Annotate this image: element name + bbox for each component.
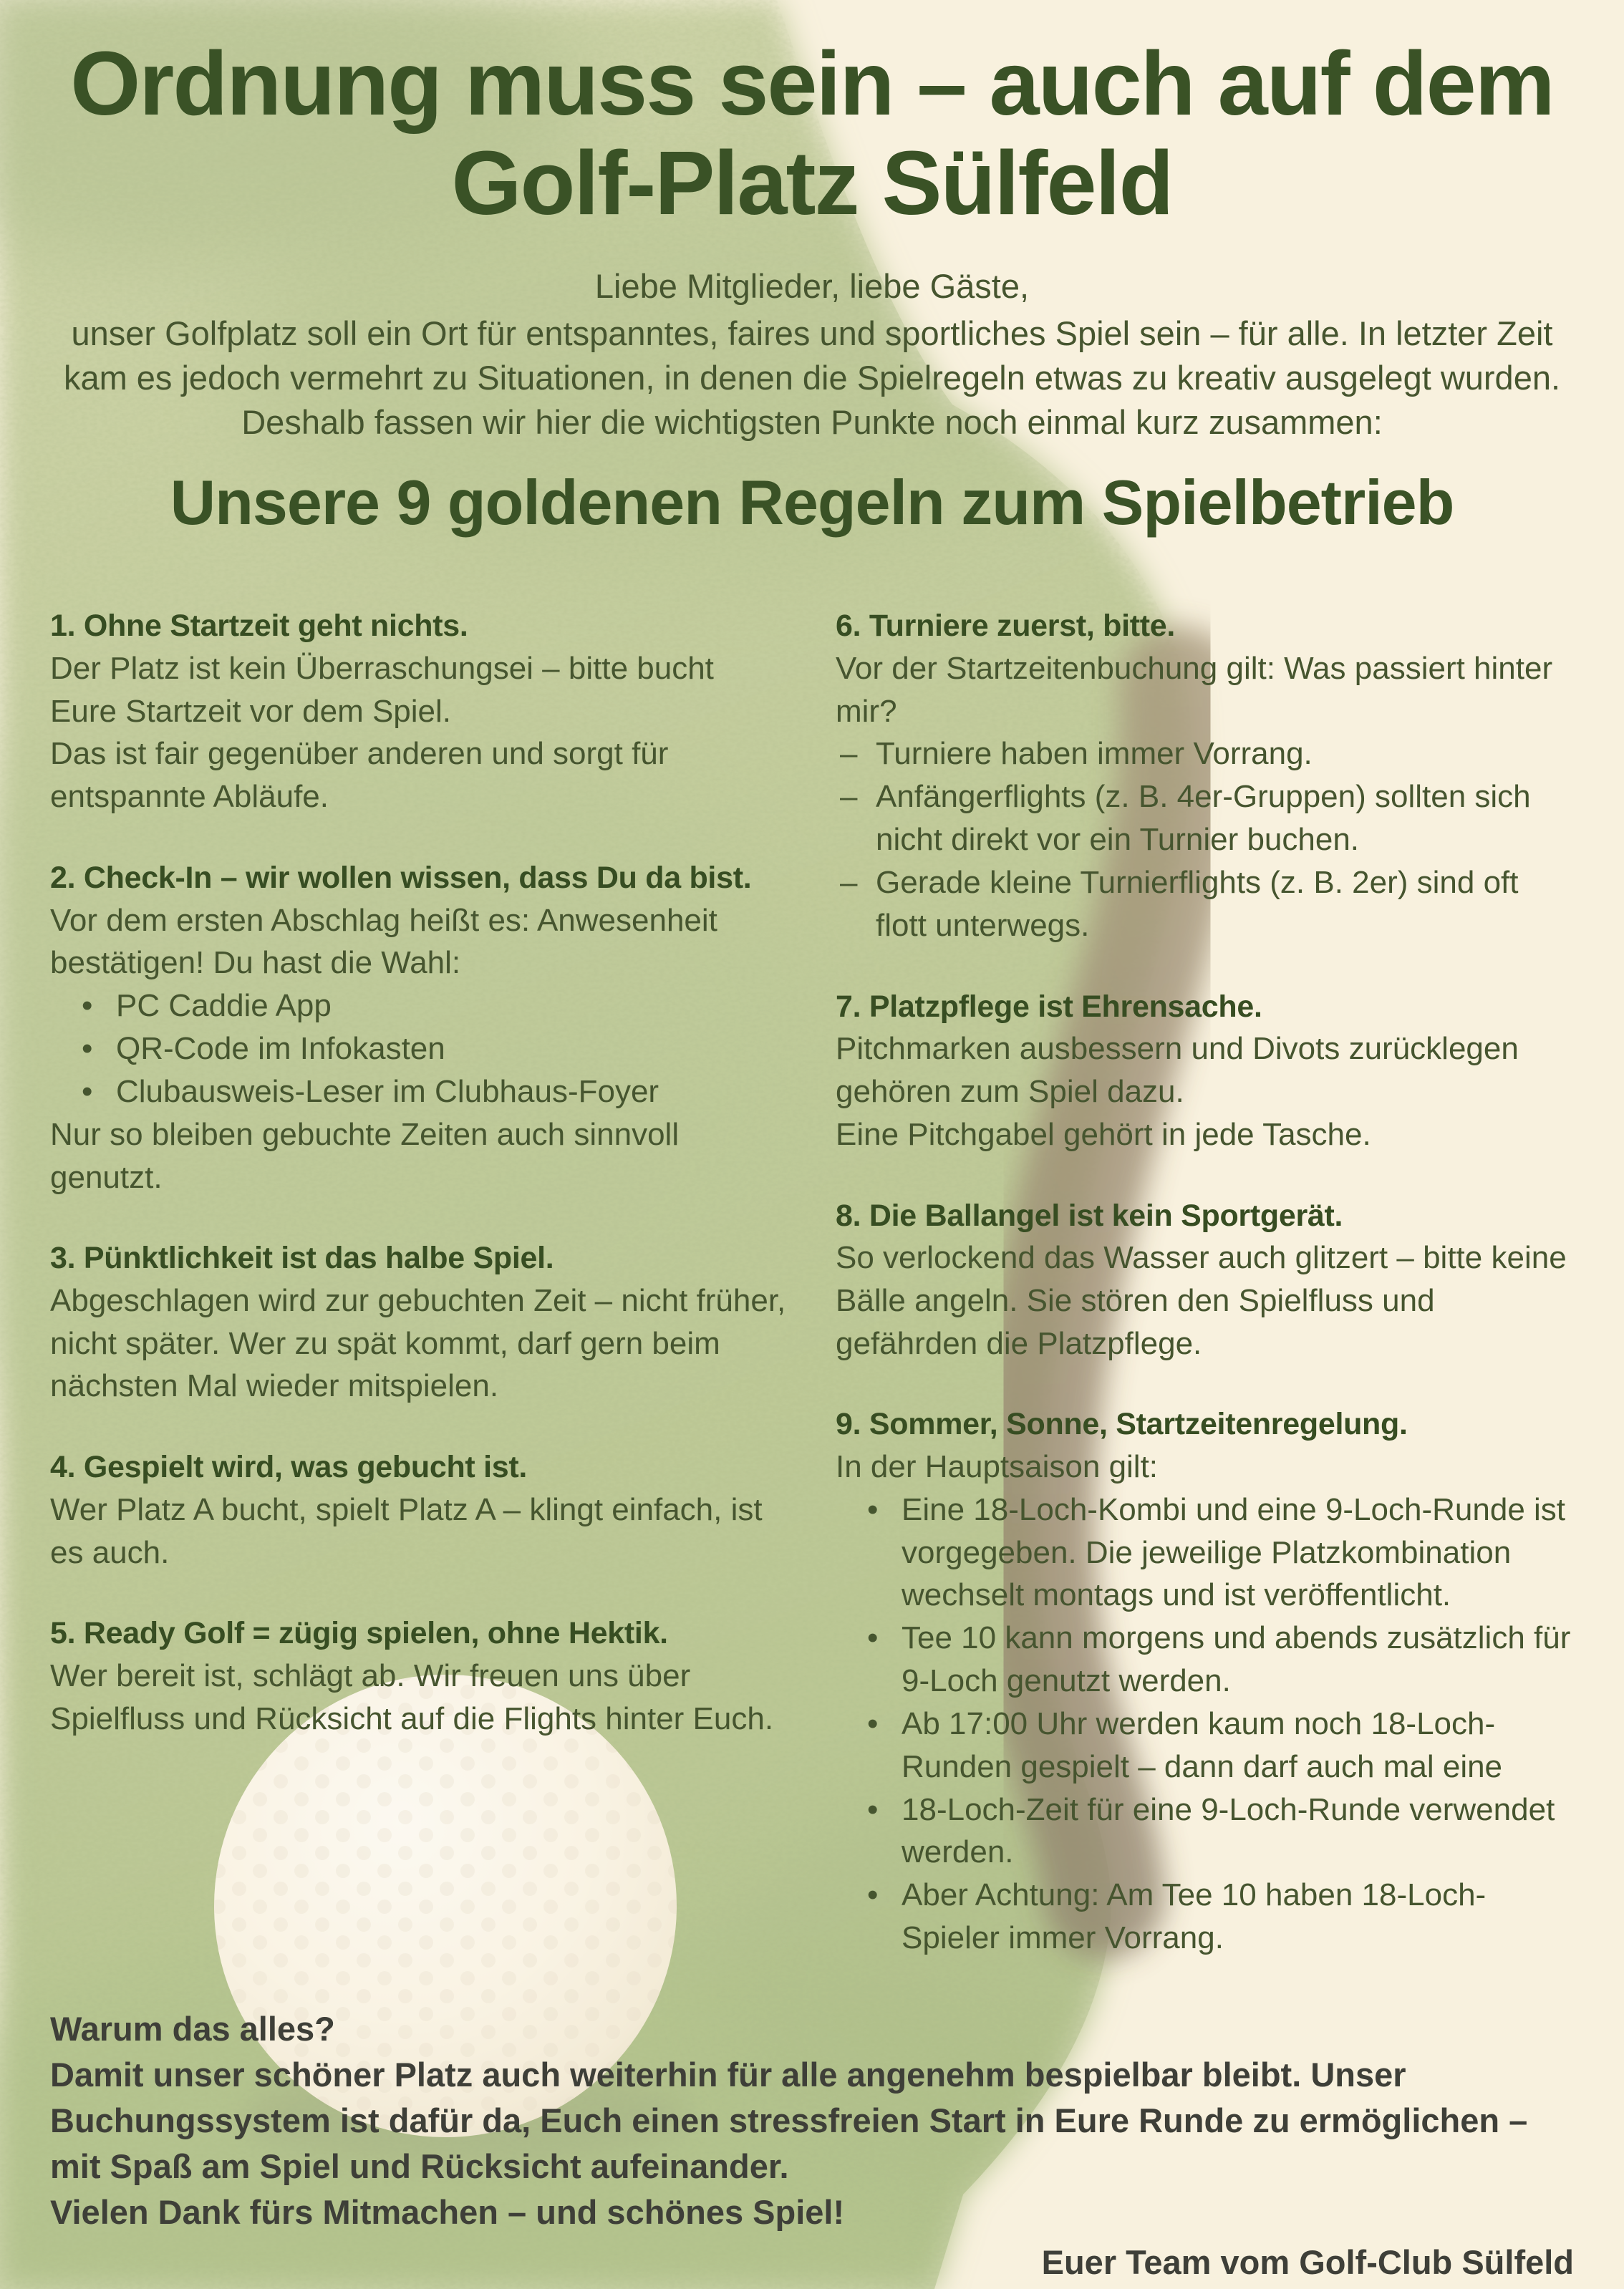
- signature: Euer Team vom Golf-Club Sülfeld: [1041, 2242, 1574, 2281]
- rule-paragraph: Der Platz ist kein Überraschungsei – bitte bucht Eure Startzeit vor dem Spiel.: [50, 650, 714, 729]
- rule-heading: 5. Ready Golf = zügig spielen, ohne Hektik.: [50, 1616, 668, 1651]
- rule-heading: 6. Turniere zuerst, bitte.: [836, 609, 1176, 644]
- bullet-marker: •: [867, 1620, 879, 1656]
- bullet-marker: •: [82, 988, 93, 1024]
- page-title: Ordnung muss sein – auch auf dem Golf-Platz Sülfeld: [70, 33, 1554, 233]
- rule-heading: 7. Platzpflege ist Ehrensache.: [836, 989, 1262, 1024]
- rule-bullet-item: [836, 732, 1574, 775]
- rule-bullet-item: [836, 1789, 1574, 1874]
- closing-body: Damit unser schöner Platz auch weiterhin für alle angenehm bespielbar bleibt. Unser Buchungssystem ist dafür da, Euch einen stressfreien Start in Eure Runde zu ermöglichen – mit Spaß am Spiel und Rücksicht aufeinander.: [50, 2055, 1528, 2185]
- rule-block: [50, 1237, 788, 1408]
- rule-heading: 9. Sommer, Sonne, Startzeitenregelung.: [836, 1407, 1408, 1442]
- rule-block: [50, 1446, 788, 1574]
- bullet-marker: •: [82, 1031, 93, 1067]
- bullet-text: PC Caddie App: [116, 988, 332, 1024]
- rules-column-right: [836, 605, 1574, 1998]
- rule-heading: 1. Ohne Startzeit geht nichts.: [50, 609, 468, 644]
- rule-bullet-item: [50, 1027, 788, 1070]
- bullet-marker: –: [840, 736, 858, 772]
- rules-columns: [50, 605, 1574, 1998]
- bullet-marker: –: [840, 779, 858, 815]
- bullet-text: 18-Loch-Zeit für eine 9-Loch-Runde verwendet werden.: [902, 1791, 1555, 1870]
- rules-heading: Unsere 9 goldenen Regeln zum Spielbetrieb: [170, 467, 1454, 538]
- rule-block: [836, 605, 1574, 947]
- rule-paragraph: Abgeschlagen wird zur gebuchten Zeit – nicht früher, nicht später. Wer zu spät kommt, darf gern beim nächsten Mal wieder mitspielen.: [50, 1282, 786, 1404]
- closing-thanks: Vielen Dank fürs Mitmachen – und schönes Spiel!: [50, 2192, 845, 2231]
- rule-paragraph: So verlockend das Wasser auch glitzert – bitte keine Bälle angeln. Sie stören den Spielfluss und gefährden die Platzpflege.: [836, 1240, 1567, 1361]
- rule-block: [836, 986, 1574, 1156]
- bullet-marker: •: [867, 1491, 879, 1527]
- bullet-marker: •: [867, 1791, 879, 1827]
- rule-block: [836, 1403, 1574, 1959]
- rule-heading: 3. Pünktlichkeit ist das halbe Spiel.: [50, 1241, 554, 1276]
- rule-heading: 8. Die Ballangel ist kein Sportgerät.: [836, 1198, 1343, 1233]
- rule-block: [50, 857, 788, 1199]
- bullet-text: Aber Achtung: Am Tee 10 haben 18-Loch-Spieler immer Vorrang.: [902, 1877, 1487, 1956]
- rule-bullet-list: [836, 732, 1574, 947]
- rule-bullet-list: [50, 984, 788, 1113]
- rule-bullet-item: [50, 1070, 788, 1113]
- rule-heading: 4. Gespielt wird, was gebucht ist.: [50, 1450, 528, 1485]
- rule-bullet-item: [836, 861, 1574, 947]
- bullet-text: Turniere haben immer Vorrang.: [876, 736, 1313, 772]
- rule-block: [50, 605, 788, 818]
- rule-bullet-item: [836, 775, 1574, 861]
- rules-column-left: [50, 605, 788, 1998]
- rule-heading: 2. Check-In – wir wollen wissen, dass Du da bist.: [50, 861, 752, 896]
- bullet-text: Tee 10 kann morgens und abends zusätzlich für 9-Loch genutzt werden.: [902, 1620, 1571, 1699]
- bullet-text: Ab 17:00 Uhr werden kaum noch 18-Loch-Runden gespielt – dann darf auch mal eine: [902, 1705, 1503, 1784]
- closing-question: Warum das alles?: [50, 2010, 335, 2048]
- rule-paragraph: Wer Platz A bucht, spielt Platz A – klingt einfach, ist es auch.: [50, 1491, 763, 1570]
- greeting-line: Liebe Mitglieder, liebe Gäste,: [594, 267, 1030, 306]
- bullet-marker: •: [82, 1073, 93, 1109]
- rule-bullet-item: [50, 984, 788, 1027]
- bullet-marker: •: [867, 1705, 879, 1741]
- rule-bullet-list: [836, 1489, 1574, 1960]
- closing-section: [50, 2006, 1574, 2285]
- bullet-text: Anfängerflights (z. B. 4er-Gruppen) sollten sich nicht direkt vor ein Turnier buchen.: [876, 779, 1531, 858]
- rule-paragraph: Eine Pitchgabel gehört in jede Tasche.: [836, 1116, 1371, 1152]
- rule-paragraph: Wer bereit ist, schlägt ab. Wir freuen uns über Spielfluss und Rücksicht auf die Flights hinter Euch.: [50, 1658, 774, 1736]
- bullet-text: Eine 18-Loch-Kombi und eine 9-Loch-Runde ist vorgegeben. Die jeweilige Platzkombination wechselt montags und ist veröffentlicht.: [902, 1491, 1566, 1613]
- bullet-marker: –: [840, 864, 858, 900]
- rule-block: [50, 1612, 788, 1740]
- rule-bullet-item: [836, 1617, 1574, 1703]
- intro-paragraph: unser Golfplatz soll ein Ort für entspanntes, faires und sportliches Spiel sein – für alle. In letzter Zeit kam es jedoch vermehrt zu Situationen, in denen die Spielregeln etwas zu kreativ ausgelegt wurden. Deshalb fassen wir hier die wichtigsten Punkte noch einmal kurz zusammen:: [63, 314, 1561, 442]
- bullet-marker: •: [867, 1877, 879, 1913]
- rule-block: [836, 1195, 1574, 1365]
- rule-bullet-item: [836, 1874, 1574, 1960]
- rule-paragraph: Vor dem ersten Abschlag heißt es: Anwesenheit bestätigen! Du hast die Wahl:: [50, 902, 717, 981]
- rule-paragraph: Nur so bleiben gebuchte Zeiten auch sinnvoll genutzt.: [50, 1116, 680, 1195]
- bullet-text: Gerade kleine Turnierflights (z. B. 2er) sind oft flott unterwegs.: [876, 864, 1519, 943]
- bullet-text: Clubausweis-Leser im Clubhaus-Foyer: [116, 1073, 659, 1109]
- rule-paragraph: In der Hauptsaison gilt:: [836, 1448, 1159, 1484]
- bullet-text: QR-Code im Infokasten: [116, 1031, 445, 1067]
- rule-paragraph: Vor der Startzeitenbuchung gilt: Was passiert hinter mir?: [836, 650, 1553, 729]
- rule-paragraph: Pitchmarken ausbessern und Divots zurücklegen gehören zum Spiel dazu.: [836, 1031, 1519, 1109]
- rule-paragraph: Das ist fair gegenüber anderen und sorgt für entspannte Abläufe.: [50, 736, 669, 815]
- rule-bullet-item: [836, 1489, 1574, 1617]
- rule-bullet-item: [836, 1703, 1574, 1789]
